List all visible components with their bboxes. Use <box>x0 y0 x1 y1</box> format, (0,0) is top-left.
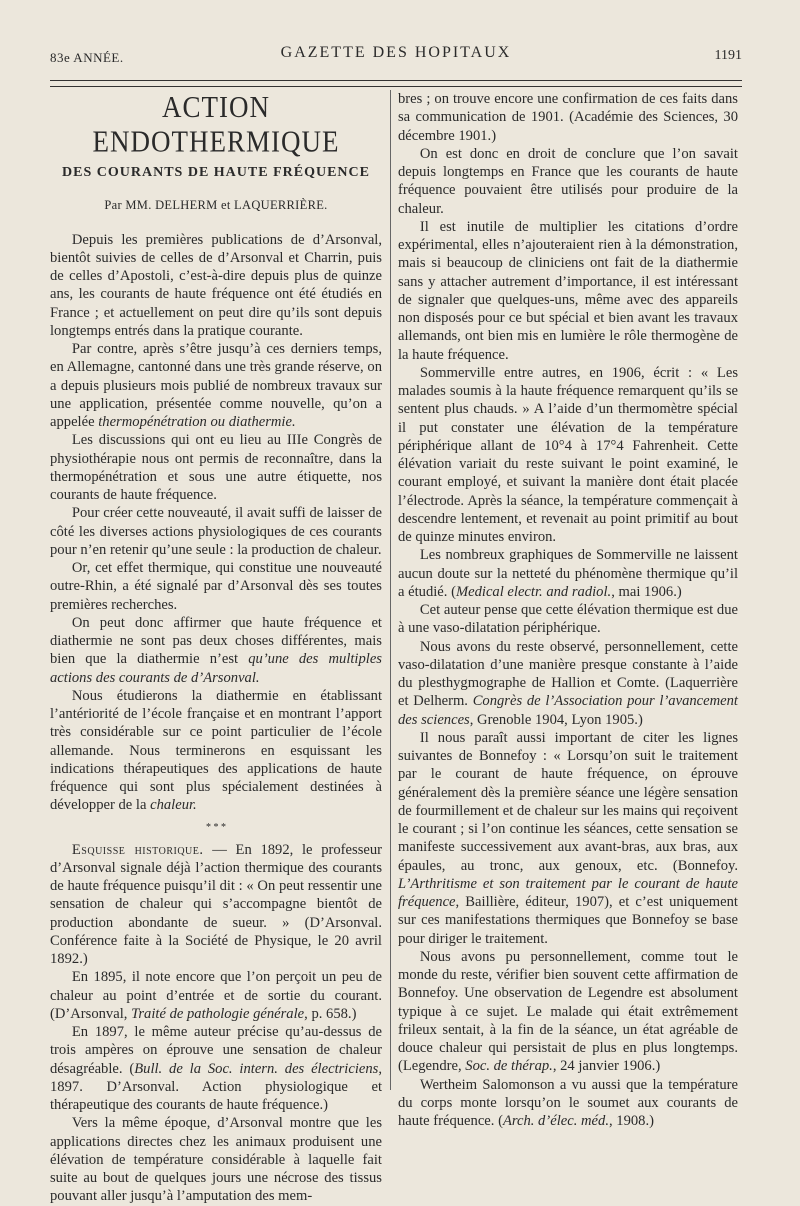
article-title: ACTION ENDOTHERMIQUE <box>92 89 340 159</box>
page-number: 1191 <box>714 48 742 63</box>
article-subtitle: DES COURANTS DE HAUTE FRÉQUENCE <box>62 165 370 180</box>
paragraph: Par contre, après s’être jusqu’à ces derniers temps, en Allemagne, cantonné dans une très grande réserve, on a depuis plusieurs mois publié de nombreux travaux sur une application, présentée comme nouvelle, qu’on a appelée thermopénétration ou diathermie. <box>50 341 382 430</box>
paragraph: Nous avons pu personnellement, comme tout le monde du reste, vérifier bien souvent cette affirmation de Bonnefoy. Une observation de Legendre est absolument typique à ce sujet. Le malade qui était extrêmement frileux sentait, à la fin de la séance, un état agréable de douce chaleur qui persistait de plus en plus longtemps. (Legendre, Soc. de thérap., 24 janvier 1906.) <box>398 948 738 1075</box>
running-head <box>50 42 742 68</box>
paragraph: Depuis les premières publications de d’Arsonval, bientôt suivies de celles de d’Arsonval et Charrin, puis de celles d’Apostoli, c’est-à-dire depuis plus de quinze ans, les courants de haute fréquence ont été étudiés en France ; et actuellement on peut dire qu’ils sont depuis longtemps entrés dans la pratique courante. <box>50 231 382 339</box>
paragraph: On est donc en droit de conclure que l’on savait depuis longtemps en France que les courants de haute fréquence pouvaient être utilisés pour produire de la chaleur. <box>398 145 738 217</box>
paragraph: Pour créer cette nouveauté, il avait suffi de laisser de côté les diverses actions physiologiques de ces courants pour n’en retenir qu’une seule : la production de chaleur. <box>50 505 382 558</box>
paragraph: Wertheim Salomonson a vu aussi que la température du corps monte lorsqu’on le soumet aux courants de haute fréquence. (Arch. d’élec. méd., 1908.) <box>398 1076 738 1129</box>
paragraph: Il nous paraît aussi important de citer les lignes suivantes de Bonnefoy : « Lorsqu’on suit le traitement par le courant de haute fréquence, on éprouve généralement dès la première séance une légère sensation de fourmillement et de chaleur sur les mains qui reçoivent le courant ; si l’on continue les séances, cette sensation se manifeste successivement aux avant-bras, aux bras, aux épaules, au tronc, aux genoux, etc. (Bonnefoy. L’Arthritisme et son traitement par le courant de haute fréquence, Baillière, éditeur, 1907), et c’est uniquement sur ces manifestations thermiques que Bonnefoy se base pour diriger le traitement. <box>398 729 738 947</box>
paragraph: On peut donc affirmer que haute fréquence et diathermie ne sont pas deux choses différentes, mais bien que la diathermie n’est qu’une des multiples actions des courants de d’Arsonval. <box>50 614 382 686</box>
paragraph: Sommerville entre autres, en 1906, écrit : « Les malades soumis à la haute fréquence remarquent qu’ils se sentent plus chauds. » A l’aide d’un thermomètre spécial il put constater une élévation de la température périphérique allant de 10°4 à 17°4 Fahrenheit. Cette élévation variait du reste suivant le point examiné, le courant employé, et suivant la manière dont était placée l’électrode. Après la séance, la température commençait à descendre lentement, et revenait au point primitif au bout de quinze minutes environ. <box>398 364 738 545</box>
paragraph: Cet auteur pense que cette élévation thermique est due à une vaso-dilatation périphérique. <box>398 602 738 637</box>
left-column <box>50 90 382 1206</box>
article-byline: Par MM. DELHERM et LAQUERRIÈRE. <box>104 198 328 213</box>
section-separator: * * * <box>206 821 226 833</box>
volume-year: 83e ANNÉE. <box>50 50 124 65</box>
paragraph: Esquisse historique. — En 1892, le professeur d’Arsonval signale déjà l’action thermique des courants de haute fréquence puisqu’il dit : « On peut ressentir une sensation de chaleur qui s’accompagne bientôt de production abondante de sueur. » (D’Arsonval. Conférence faite à la Société de Physique, le 20 avril 1892.) <box>50 841 383 967</box>
paragraph: Il est inutile de multiplier les citations d’ordre expérimental, elles n’ajouteraient rien à la démonstration, mais si beaucoup de cliniciens ont fait de la diathermie sans y attacher autrement d’importance, il est intéressant de signaler que quelques-uns, même avec des appareils non disposés pour ce but spécial et bien avant les travaux allemands, ont bien mis en lumière le rôle thermogène de la haute fréquence. <box>398 218 738 363</box>
paragraph: Vers la même époque, d’Arsonval montre que les applications directes chez les animaux produisent une élévation de température considérable à laquelle fait suite au bout de quelques jours une nécrose des tissus pouvant aller jusqu’à l’amputation des mem- <box>50 1115 382 1205</box>
paragraph: Nous étudierons la diathermie en établissant l’antériorité de l’école française et en montrant l’apport très considérable sur ce point particulier de l’école allemande. Nous terminerons en esquissant les indications thérapeutiques des applications de haute fréquence qui sont plus spécialement destinées à développer de la chaleur. <box>50 687 382 814</box>
paragraph: En 1895, il note encore que l’on perçoit un peu de chaleur au point d’entrée et de sortie du courant. (D’Arsonval, Traité de pathologie générale, p. 658.) <box>50 969 382 1022</box>
right-column <box>398 90 738 1130</box>
paragraph: Les discussions qui ont eu lieu au IIIe Congrès de physiothérapie nous ont permis de reconnaître, dans la thermopénétration et sous une autre étiquette, nos courants de haute fréquence. <box>50 432 382 503</box>
journal-title: GAZETTE DES HOPITAUX <box>280 44 512 61</box>
paragraph: Or, cet effet thermique, qui constitue une nouveauté outre-Rhin, a été signalé par d’Arsonval dès ses toutes premières recherches. <box>50 560 382 613</box>
paragraph: Nous avons du reste observé, personnellement, cette vaso-dilatation d’une manière presque constante à l’aide du plesthygmographe de Hallion et Comte. (Laquerrière et Delherm. Congrès de l’Association pour l’avancement des sciences, Grenoble 1904, Lyon 1905.) <box>398 638 738 728</box>
header-rule <box>50 80 742 87</box>
paragraph: bres ; on trouve encore une confirmation de ces faits dans sa communication de 1901. (Académie des Sciences, 30 décembre 1901.) <box>398 91 738 144</box>
column-divider <box>390 90 391 1090</box>
section-heading: Esquisse historique. <box>71 841 204 858</box>
paragraph: En 1897, le même auteur précise qu’au-dessus de trois ampères on éprouve une sensation de chaleur désagréable. (Bull. de la Soc. intern. des électriciens, 1897. D’Arsonval. Action physiologique et thérapeutique des courants de haute fréquence.) <box>50 1024 382 1113</box>
paragraph: Les nombreux graphiques de Sommerville ne laissent aucun doute sur la netteté du phénomène thermique qu’il a étudié. (Medical electr. and radiol., mai 1906.) <box>398 547 738 600</box>
